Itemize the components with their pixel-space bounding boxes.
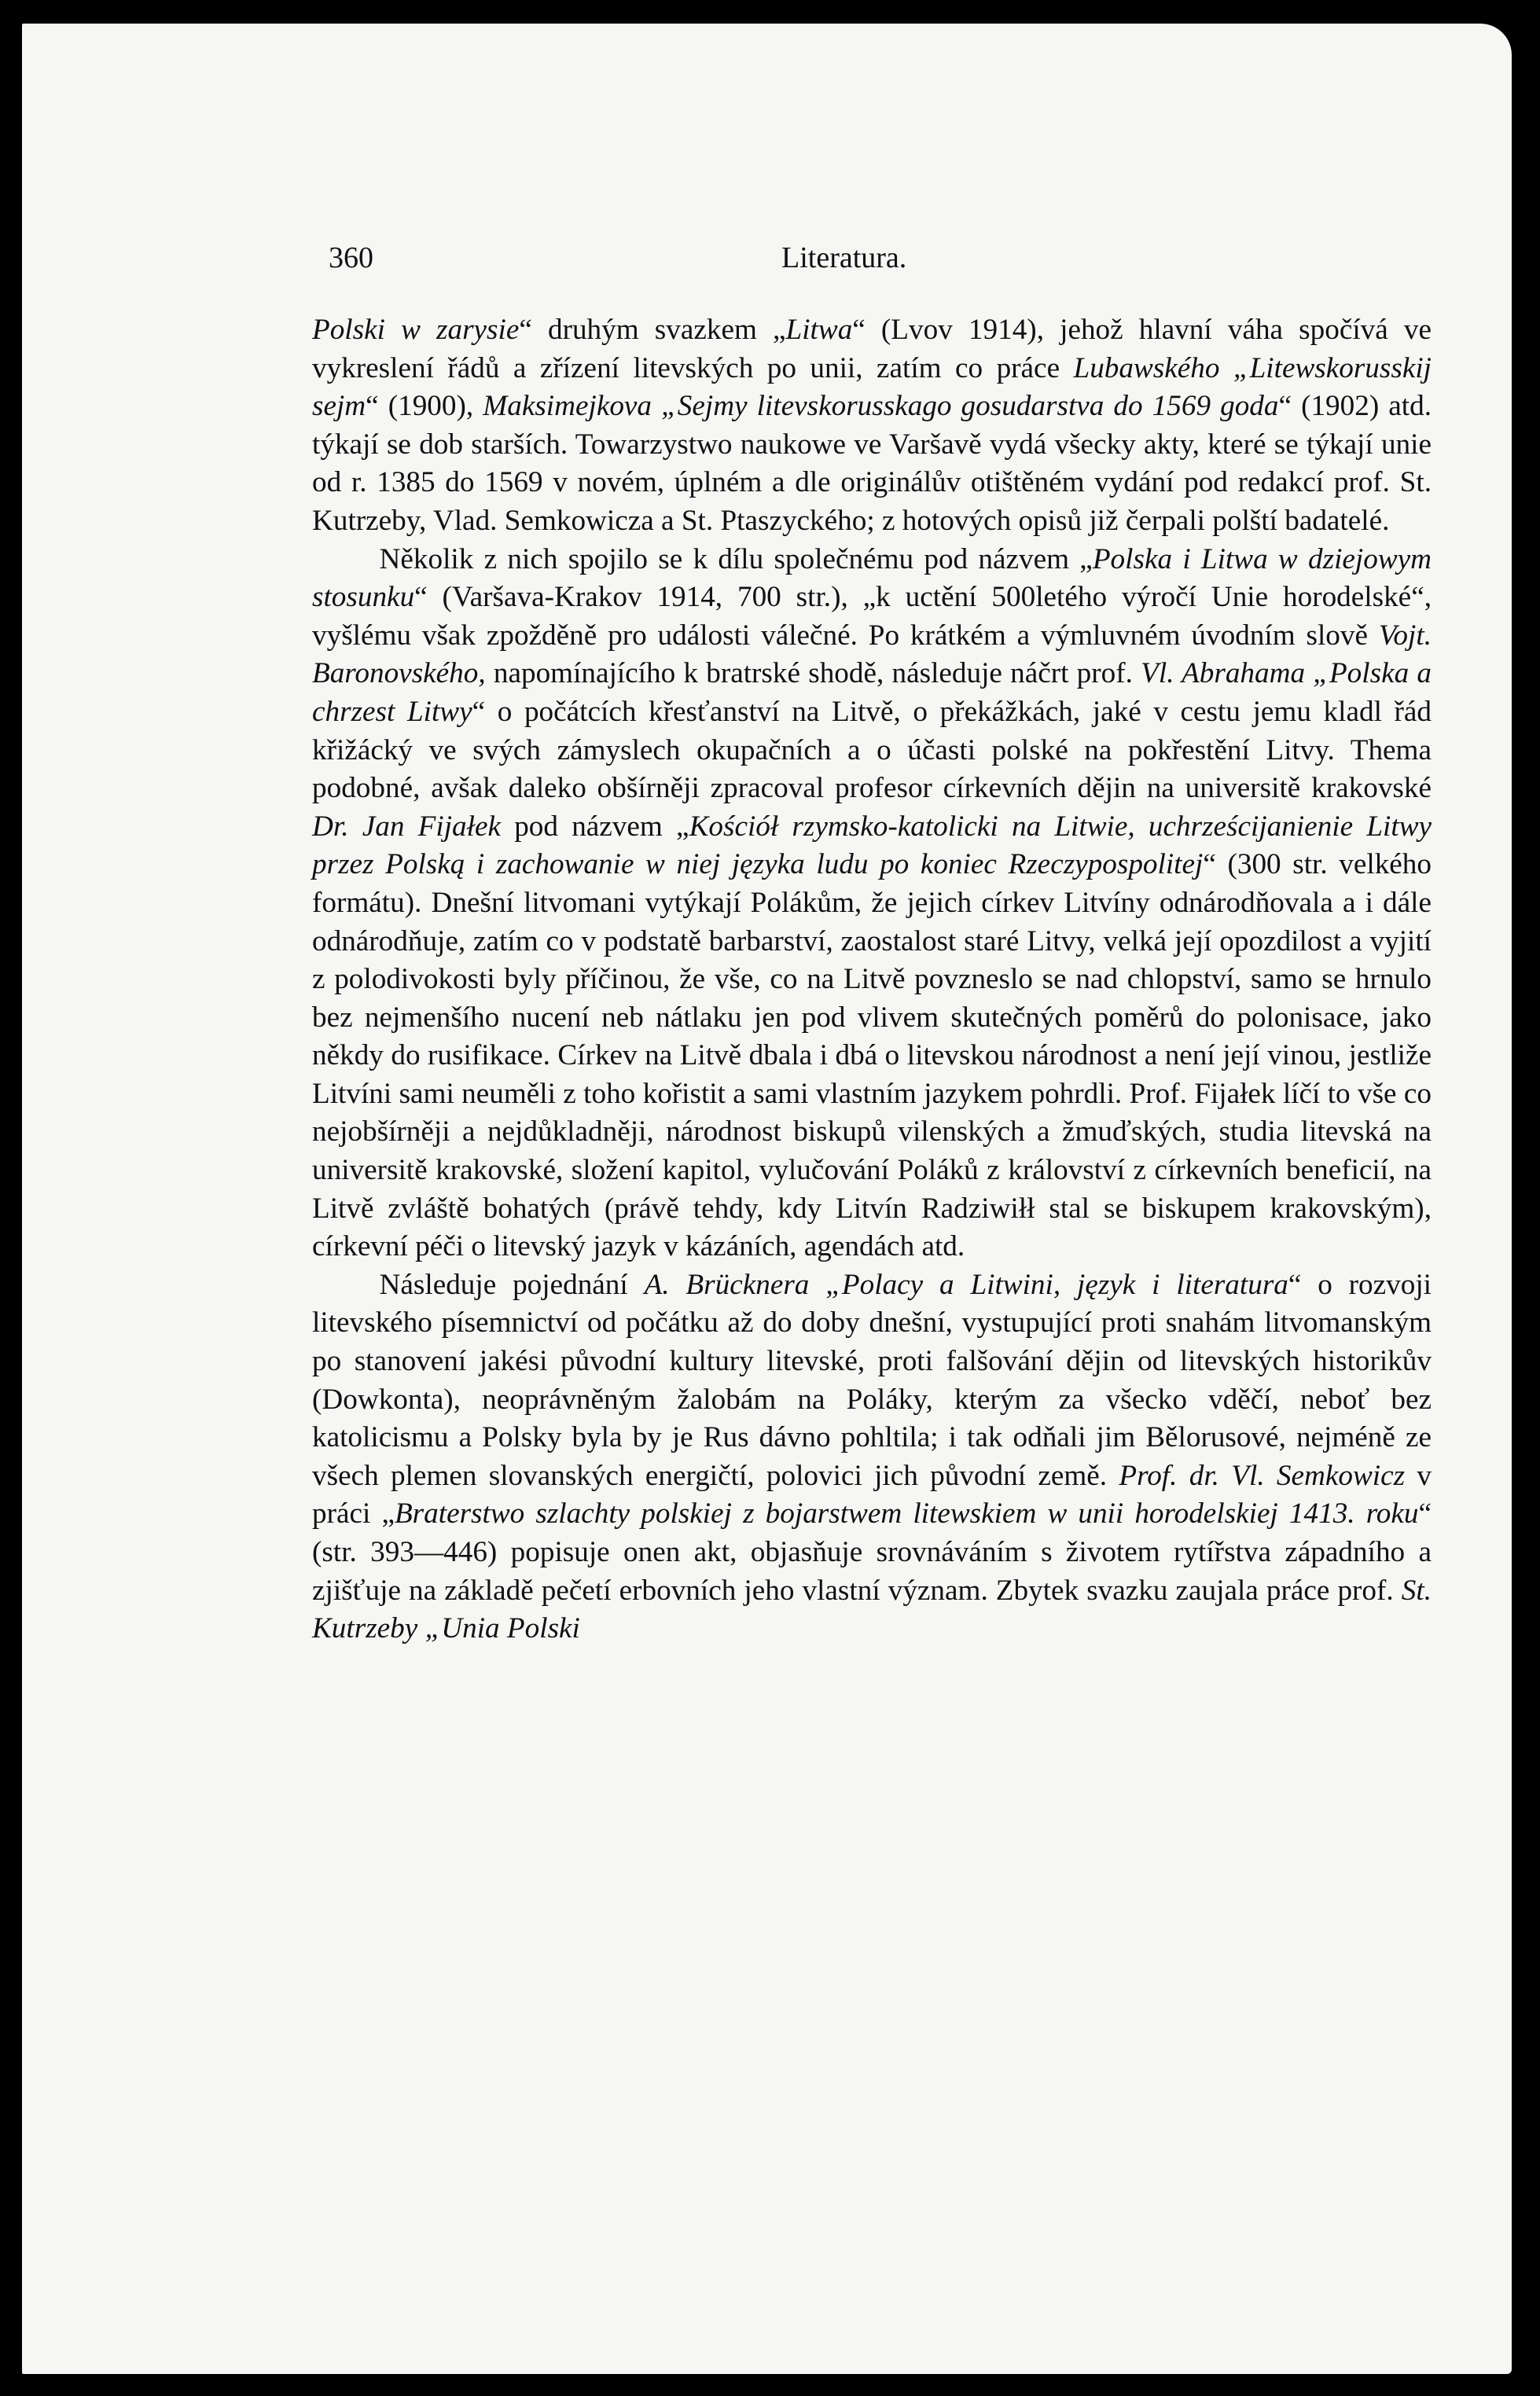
running-title: Literatura.: [781, 241, 907, 274]
paragraph: [312, 1266, 1432, 1648]
text-run: “ (Lvov 1914), jehož hlavní váha spočívá ve vykreslení řádů a zřízení litevských po unii, zatím co práce: [312, 314, 1432, 384]
text-run: “ o rozvoji litevského písemnictví od počátku až do doby dnešní, vystupující proti snahám litvomanským po stanovení jakési původní kultury litevské, proti falšování dějin od litevských historikův (Dowkonta), neoprávněným žalobám na Poláky, kterým za všecko vděčí, neboť bez katolicismu a Polsky byla by je Rus dávno pohltila; i tak odňali jim Bělorusové, nejméně ze všech plemen slovanských energičtí, polovici jich původní země.: [312, 1268, 1432, 1492]
text-run: “ druhým svazkem „: [519, 314, 786, 346]
italic-title-run: Litwa: [785, 314, 853, 346]
text-run: napomínajícího k bratrské shodě, následuje náčrt prof.: [485, 657, 1141, 690]
italic-title-run: Polski w zarysie: [312, 314, 520, 346]
italic-title-run: A. Brücknera „Polacy a Litwini, język i literatura: [644, 1268, 1288, 1301]
italic-title-run: Braterstwo szlachty polskiej z bojarstwem litewskiem w unii horodelskiej 1413. roku: [394, 1498, 1419, 1531]
page-number: 360: [329, 241, 373, 274]
text-run: Následuje pojednání: [379, 1268, 645, 1301]
italic-title-run: Vl. Abrahama „Polska a chrzest Litwy: [312, 657, 1432, 728]
body-text: [312, 311, 1432, 1648]
text-run: “ o počátcích křesťanství na Litvě, o překážkách, jaké v cestu jemu kladl řád křižácký ve svých zámyslech okupačních a o účasti polské na pokřestění Litvy. Thema podobné, avšak daleko obšírněji zpracoval profesor církevních dějin na universitě krakovské: [312, 695, 1432, 805]
italic-title-run: Maksimejkova „Sejmy litevskorusskago gosudarstva do 1569 goda: [483, 390, 1279, 423]
italic-title-run: Lubawského „Litewskorusskij sejm: [312, 351, 1432, 423]
italic-title-run: Prof. dr. Vl. Semkowicz: [1119, 1459, 1406, 1492]
italic-title-run: St. Kutrzeby „Unia Polski: [312, 1574, 1432, 1645]
italic-title-run: Dr. Jan Fijałek: [312, 810, 501, 843]
italic-title-run: Kościół rzymsko-katolicki na Litwie, uchrześcijanienie Litwy przez Polską i zachowanie w niej języka ludu po koniec Rzeczypospolitej: [312, 810, 1432, 881]
text-run: “ (str. 393—446) popisuje onen akt, objasňuje srovnáváním s životem rytířstva západního a zjišťuje na základě pečetí erbovních jeho vlastní význam. Zbytek svazku zaujala práce prof.: [312, 1498, 1432, 1607]
text-run: “ (Varšava-Krakov 1914, 700 str.), „k uctění 500letého výročí Unie horodelské“, vyšlému však zpožděně pro události válečné. Po krátkém a výmluvném úvodním slově: [312, 581, 1432, 652]
paragraph: [312, 311, 1432, 541]
text-run: “ (1900),: [366, 390, 483, 423]
text-run: “ (300 str. velkého formátu). Dnešní litvomani vytýkají Polákům, že jejich církev Litvíny odnárodňovala a i dále odnárodňuje, zatím co v podstatě barbarství, zaostalost staré Litvy, velká její opozdilost a vyjití z polodivokosti byly příčinou, že vše, co na Litvě povzneslo se nad chlopství, samo se hrnulo bez nejmenšího nucení neb nátlaku jen pod vlivem skutečných poměrů do polonisace, jako někdy do rusifikace. Církev na Litvě dbala i dbá o litevskou národnost a není její vinou, jestliže Litvíni sami neuměli z toho kořistit a sami vlastním jazykem pohrdli. Prof. Fijałek líčí to vše co nejobšírněji a nejdůkladněji, národnost biskupů vilenských a žmuďských, studia litevská na universitě krakovské, složení kapitol, vylučování Poláků z království z církevních beneficií, na Litvě zvláště bohatých (právě tehdy, kdy Litvín Radziwiłł stal se biskupem krakovským), církevní péči o litevský jazyk v kázáních, agendách atd.: [312, 848, 1432, 1263]
text-run: pod názvem „: [500, 810, 689, 843]
text-run: “ (1902) atd. týkají se dob starších. Towarzystwo naukowe ve Varšavě vydá všecky akty, které se týkají unie od r. 1385 do 1569 v novém, úplném a dle originálův otištěném vydání pod redakcí prof. St. Kutrzeby, Vlad. Semkowicza a St. Ptaszyckého; z hotových opisů již čerpali polští badatelé.: [312, 390, 1432, 537]
paragraph: [312, 541, 1432, 1266]
italic-title-run: Polska i Litwa w dziejowym stosunku: [312, 542, 1432, 614]
text-run: v práci „: [312, 1459, 1432, 1531]
text-run: Několik z nich spojilo se k dílu společnému pod názvem „: [379, 542, 1093, 575]
italic-title-run: Vojt. Baronovského,: [312, 619, 1432, 690]
